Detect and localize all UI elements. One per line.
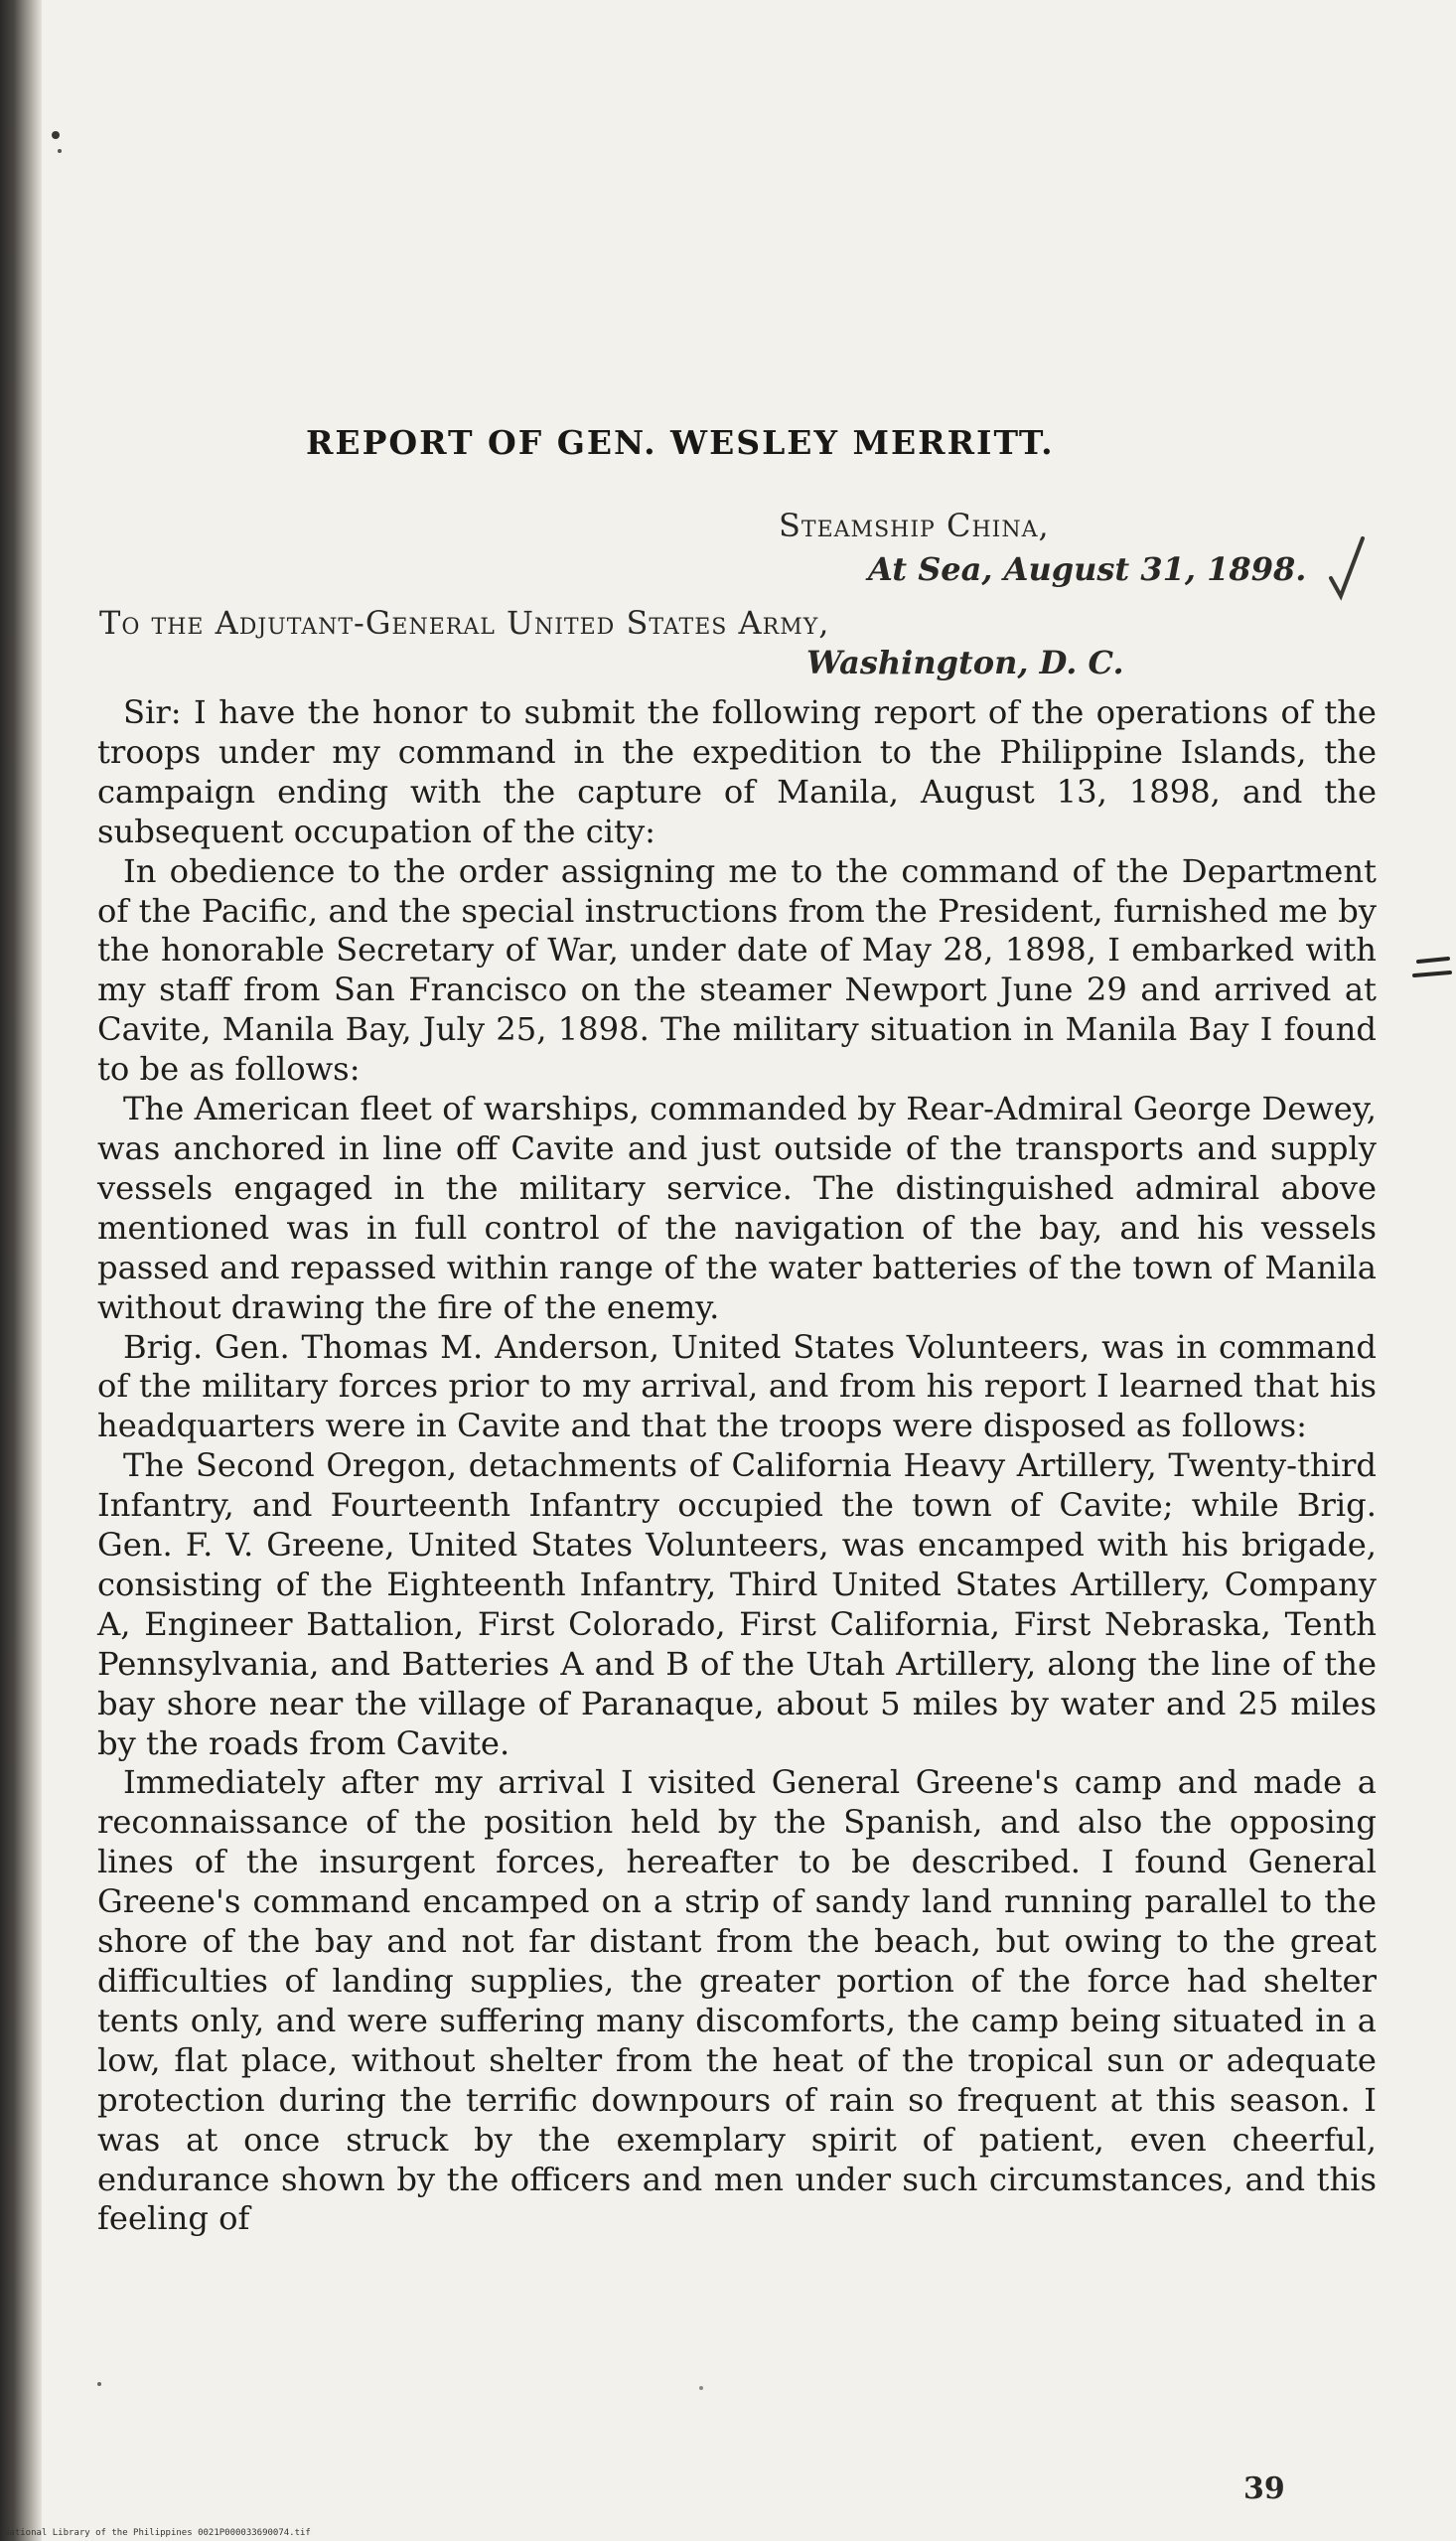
scan-footer: National Library of the Philippines 0021P000033690074.tif — [4, 2528, 311, 2538]
paragraph-greene-camp: Immediately after my arrival I visited General Greene's camp and made a reconnaissance of the position held by the Spanish, and also the opposing lines of the insurgent forces, hereafter to be described. I found General Greene's command encamped on a strip of sandy land running parallel to the shore of the bay and not far distant from the beach, but owing to the great difficulties of landing supplies, the greater portion of the force had shelter tents only, and were suffering many discomforts, the camp being situated in a low, flat place, without shelter from the heat of the tropical sun or adequate protection during the terrific downpours of rain so frequent at this season. I was at once struck by the exemplary spirit of patient, even cheerful, endurance shown by the officers and men under such circumstances, and this feeling of — [97, 1763, 1377, 2238]
addressee: To the Adjutant-General United States Army, — [99, 604, 830, 642]
paragraph-fleet: The American fleet of warships, commanded by Rear-Admiral George Dewey, was anchored in line off Cavite and just outside of the transports and supply vessels engaged in the military service. The distinguished admiral above mentioned was in full control of the navigation of the bay, and his vessels passed and repassed within range of the water batteries of the town of Manila without drawing the fire of the enemy. — [97, 1090, 1377, 1326]
paragraph-salutation: Sir: I have the honor to submit the following report of the operations of the troops under my command in the expedition to the Philippine Islands, the campaign ending with the capture of Manila, August 13, 1898, and the subsequent occupation of the city: — [97, 693, 1377, 850]
paragraph-troop-disposition: The Second Oregon, detachments of California Heavy Artillery, Twenty-third Infantry, and Fourteenth Infantry occupied the town of Cavite; while Brig. Gen. F. V. Greene, United States Volunteers, was encamped with his brigade, consisting of the Eighteenth Infantry, Third United States Artillery, Company A, Engineer Battalion, First Colorado, First California, First Nebraska, Tenth Pennsylvania, and Batteries A and B of the Utah Artillery, along the line of the bay shore near the village of Paranaque, about 5 miles by water and 25 miles by the roads from Cavite. — [97, 1446, 1377, 1762]
paragraph-embarkation: In obedience to the order assigning me to the command of the Department of the Pacific, and the special instructions from the President, furnished me by the honorable Secretary of War, under date of May 28, 1898, I embarked with my staff from San Francisco on the steamer Newport June 29 and arrived at Cavite, Manila Bay, July 25, 1898. The military situation in Manila Bay I found to be as follows: — [97, 851, 1377, 1089]
report-title: REPORT OF GEN. WESLEY MERRITT. — [306, 423, 1055, 462]
page-number: 39 — [1243, 2471, 1285, 2506]
ship-name: Steamship China, — [779, 507, 1050, 544]
addressee-location: Washington, D. C. — [806, 644, 1124, 681]
place-date: At Sea, August 31, 1898. — [868, 550, 1307, 588]
paragraph-anderson: Brig. Gen. Thomas M. Anderson, United States Volunteers, was in command of the military forces prior to my arrival, and from his report I learned that his headquarters were in Cavite and that the troops were disposed as follows: — [97, 1327, 1377, 1445]
